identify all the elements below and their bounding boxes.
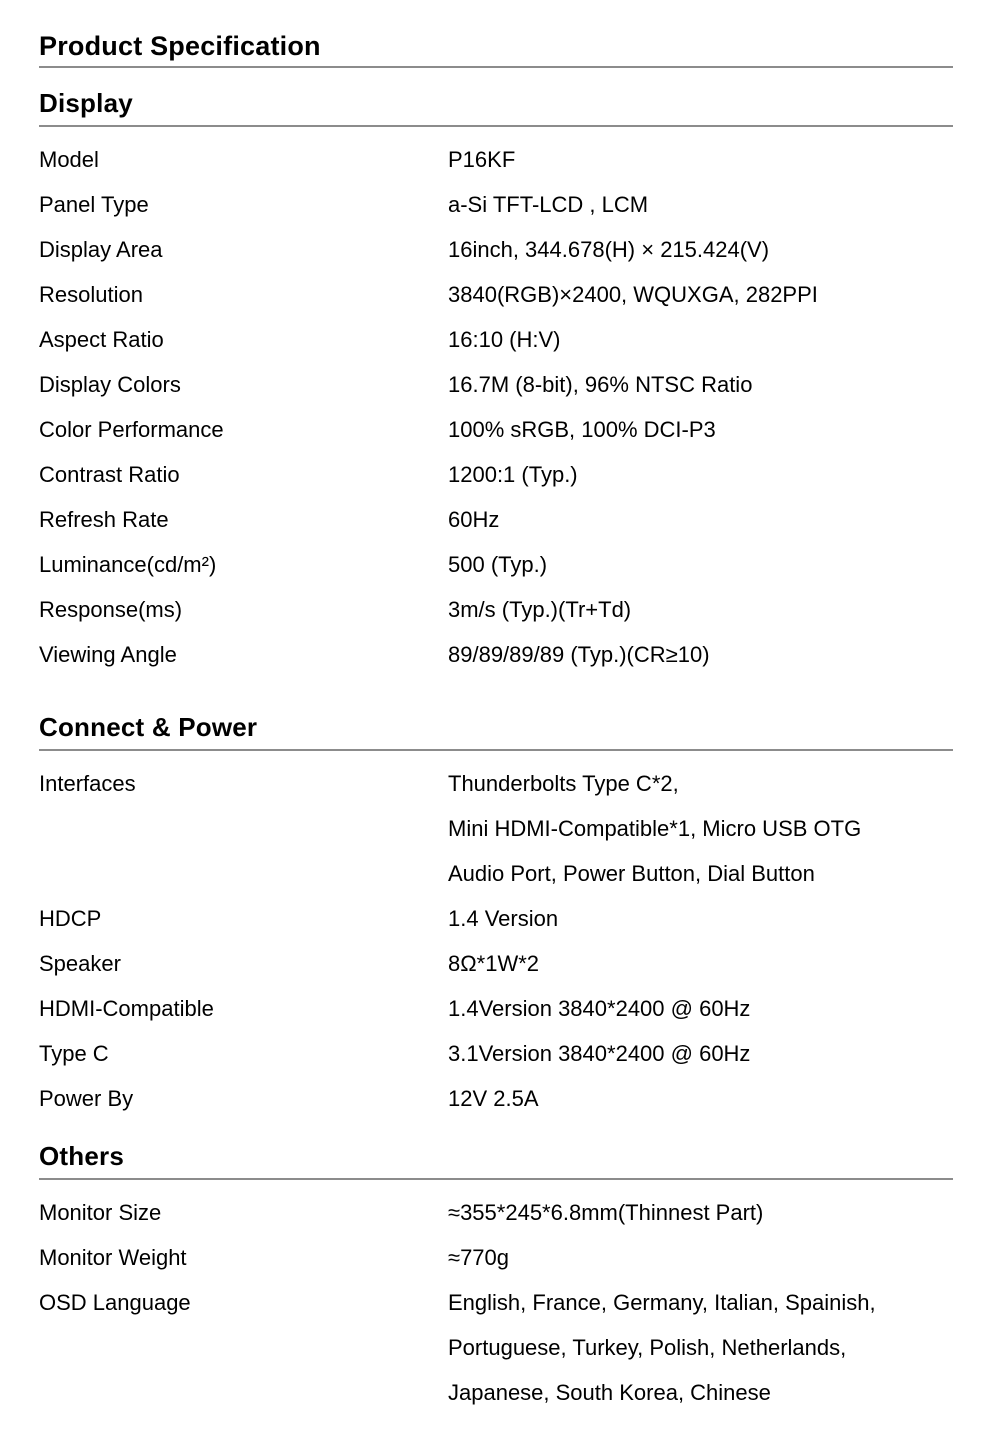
spec-value-line: a-Si TFT-LCD , LCM [448, 192, 649, 217]
spec-value-line: 8Ω*1W*2 [448, 951, 540, 976]
section-heading-display: Display [39, 89, 953, 127]
spec-value [448, 1076, 953, 1121]
spec-value [448, 1031, 953, 1076]
section-heading-connect-power: Connect & Power [39, 713, 953, 751]
spec-label: Display Area [39, 237, 163, 262]
spec-value-line: 1.4 Version [448, 906, 559, 931]
spec-value [448, 896, 953, 941]
spec-value [448, 1235, 953, 1280]
spec-value-line: 16:10 (H:V) [448, 327, 561, 352]
spec-row-color-performance [39, 407, 953, 452]
spec-row-aspect-ratio [39, 317, 953, 362]
spec-label: Color Performance [39, 417, 224, 442]
spec-value-line: Thunderbolts Type C*2, [448, 771, 679, 796]
spec-row-viewing-angle [39, 632, 953, 677]
spec-label: Viewing Angle [39, 642, 177, 667]
spec-value-line: 1200:1 (Typ.) [448, 462, 578, 487]
spec-row-power-by [39, 1076, 953, 1121]
spec-value [448, 317, 953, 362]
spec-value [448, 632, 953, 677]
spec-row-display-colors [39, 362, 953, 407]
spec-row-luminance [39, 542, 953, 587]
connect-power-spec-table [39, 761, 953, 1121]
section-connect-power [39, 713, 953, 1121]
spec-label: Monitor Weight [39, 1245, 187, 1270]
spec-row-type-c [39, 1031, 953, 1076]
spec-row-osd-language [39, 1280, 953, 1415]
spec-value-line: 89/89/89/89 (Typ.)(CR≥10) [448, 642, 710, 667]
spec-value [448, 1280, 953, 1415]
spec-value [448, 1190, 953, 1235]
spec-value-line: ≈355*245*6.8mm(Thinnest Part) [448, 1200, 764, 1225]
spec-value [448, 497, 953, 542]
spec-row-display-area [39, 227, 953, 272]
spec-label: HDCP [39, 906, 102, 931]
spec-value [448, 941, 953, 986]
spec-value-line: 16inch, 344.678(H) × 215.424(V) [448, 237, 770, 262]
spec-value [448, 272, 953, 317]
spec-value [448, 362, 953, 407]
spec-value-line: Mini HDMI-Compatible*1, Micro USB OTG [448, 816, 862, 841]
spec-value [448, 452, 953, 497]
spec-label: Model [39, 147, 99, 172]
spec-value-line: 1.4Version 3840*2400 @ 60Hz [448, 996, 751, 1021]
spec-value-line: 3840(RGB)×2400, WQUXGA, 282PPI [448, 282, 818, 307]
spec-value-line: Japanese, South Korea, Chinese [448, 1380, 771, 1405]
spec-value-line: 3m/s (Typ.)(Tr+Td) [448, 597, 632, 622]
spec-label: Aspect Ratio [39, 327, 164, 352]
spec-value [448, 407, 953, 452]
spec-row-resolution [39, 272, 953, 317]
spec-value-line: ≈770g [448, 1245, 510, 1270]
section-others [39, 1142, 953, 1415]
spec-row-panel-type [39, 182, 953, 227]
spec-label: Refresh Rate [39, 507, 169, 532]
spec-value [448, 137, 953, 182]
spec-label: Resolution [39, 282, 143, 307]
spec-value-line: P16KF [448, 147, 516, 172]
spec-row-monitor-weight [39, 1235, 953, 1280]
spec-label: Luminance(cd/m²) [39, 552, 217, 577]
spec-value-line: 3.1Version 3840*2400 @ 60Hz [448, 1041, 751, 1066]
spec-row-refresh-rate [39, 497, 953, 542]
spec-value-line: English, France, Germany, Italian, Spainish, [448, 1290, 876, 1315]
spec-label: Panel Type [39, 192, 149, 217]
spec-row-contrast-ratio [39, 452, 953, 497]
section-heading-others: Others [39, 1142, 953, 1180]
display-spec-table [39, 137, 953, 677]
spec-label: Power By [39, 1086, 134, 1111]
spec-label: Type C [39, 1041, 109, 1066]
spec-value-line: 100% sRGB, 100% DCI-P3 [448, 417, 716, 442]
spec-label: Speaker [39, 951, 121, 976]
spec-row-hdcp [39, 896, 953, 941]
spec-value [448, 542, 953, 587]
spec-label: Display Colors [39, 372, 181, 397]
spec-label: Monitor Size [39, 1200, 162, 1225]
spec-value-line: Portuguese, Turkey, Polish, Netherlands, [448, 1335, 847, 1360]
spec-value-line: 60Hz [448, 507, 500, 532]
spec-value [448, 227, 953, 272]
spec-label: Contrast Ratio [39, 462, 180, 487]
spec-value-line: 500 (Typ.) [448, 552, 548, 577]
others-spec-table [39, 1190, 953, 1415]
section-display [39, 89, 953, 677]
spec-value-line: Audio Port, Power Button, Dial Button [448, 861, 815, 886]
spec-label: Response(ms) [39, 597, 183, 622]
spec-value [448, 587, 953, 632]
spec-label: OSD Language [39, 1290, 191, 1315]
spec-row-hdmi-compatible [39, 986, 953, 1031]
spec-value-line: 12V 2.5A [448, 1086, 539, 1111]
spec-label: Interfaces [39, 771, 136, 796]
spec-row-interfaces [39, 761, 953, 896]
spec-row-model [39, 137, 953, 182]
page-title: Product Specification [39, 30, 953, 68]
spec-row-speaker [39, 941, 953, 986]
spec-row-response [39, 587, 953, 632]
spec-value [448, 986, 953, 1031]
spec-label: HDMI-Compatible [39, 996, 214, 1021]
spec-value [448, 761, 953, 896]
spec-value [448, 182, 953, 227]
spec-value-line: 16.7M (8-bit), 96% NTSC Ratio [448, 372, 753, 397]
spec-row-monitor-size [39, 1190, 953, 1235]
